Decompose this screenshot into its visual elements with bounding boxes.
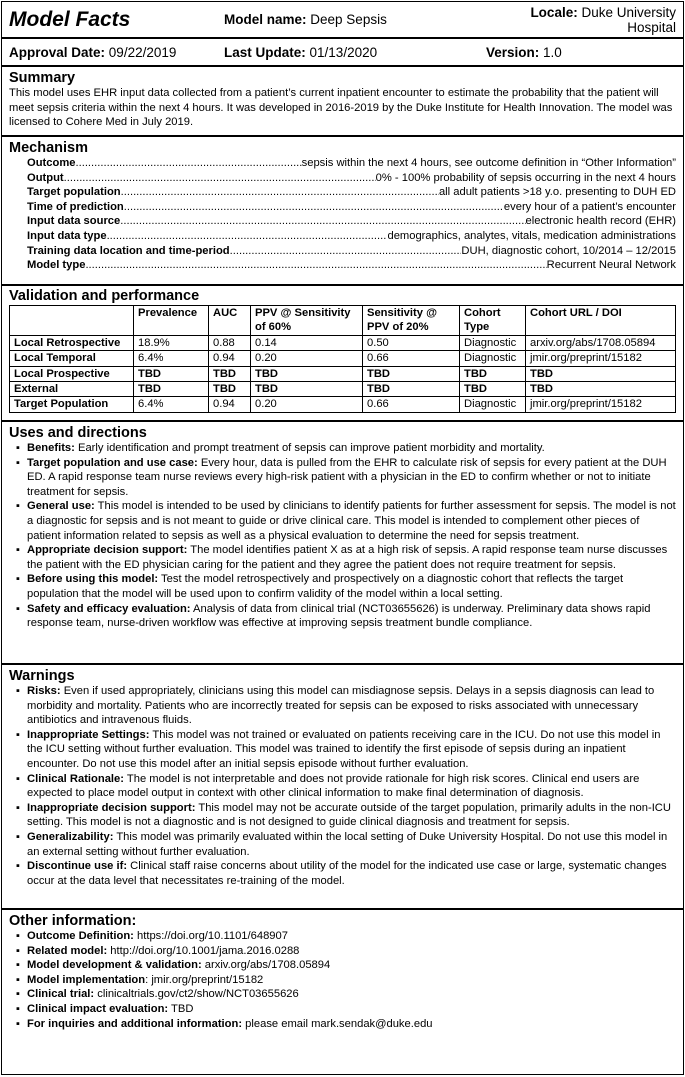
mechanism-value: all adult patients >18 y.o. presenting to DUH ED bbox=[438, 186, 676, 199]
mechanism-item bbox=[27, 156, 676, 171]
mechanism-value: sepsis within the next 4 hours, see outcome definition in “Other Information” bbox=[301, 157, 676, 169]
uses-heading: Uses and directions bbox=[9, 425, 147, 441]
mechanism-label: ▪ Input data source bbox=[27, 215, 121, 228]
table-cell: TBD bbox=[460, 382, 526, 397]
table-cell: 0.66 bbox=[363, 351, 460, 366]
item-text: This model was primarily evaluated within the local setting of Duke University Hospital. Do not use this model in an external setting without further evaluation. bbox=[27, 830, 668, 858]
last-update: Last Update: 01/13/2020 bbox=[224, 44, 378, 60]
item-text: http://doi.org/10.1001/jama.2016.0288 bbox=[107, 944, 300, 957]
mechanism-value: DUH, diagnostic cohort, 10/2014 – 12/2015 bbox=[461, 244, 676, 257]
list-item bbox=[27, 1017, 676, 1032]
row-label: Local Prospective bbox=[10, 366, 134, 381]
table-cell: 6.4% bbox=[134, 397, 209, 412]
table-cell: jmir.org/preprint/15182 bbox=[526, 397, 676, 412]
validation-table bbox=[9, 305, 676, 413]
header-row-1 bbox=[2, 2, 683, 39]
table-cell: TBD bbox=[251, 382, 363, 397]
uses-list bbox=[9, 441, 676, 631]
item-label: Related model: bbox=[27, 944, 108, 957]
item-text: This model was not trained or evaluated on patients receiving care in the ICU. Do not use this model in the ICU setting without further evaluation. This model was trained to identify the first episode of sepsis during an inpatient encounter. Do not use this model after an initial sepsis episode without further evaluation. bbox=[27, 728, 661, 770]
mechanism-label: ▪ Model type bbox=[27, 259, 86, 272]
list-item bbox=[27, 456, 676, 500]
item-label: Discontinue use if: bbox=[27, 860, 128, 873]
table-cell: Diagnostic bbox=[460, 335, 526, 350]
table-header-row bbox=[10, 306, 676, 336]
mechanism-label: ▪ Time of prediction bbox=[27, 200, 124, 213]
list-item bbox=[27, 973, 676, 988]
locale: Locale: Duke University Hospital bbox=[530, 4, 676, 35]
item-text: Early identification and prompt treatment of sepsis can improve patient morbidity and mortality. bbox=[74, 442, 545, 454]
table-cell: 0.20 bbox=[251, 351, 363, 366]
table-cell: jmir.org/preprint/15182 bbox=[526, 351, 676, 366]
mechanism-value: every hour of a patient’s encounter bbox=[503, 200, 676, 213]
item-text: The model is not interpretable and does not provide rationale for high risk scores. Clinical end users are expected to place model output in context with other clinical information to make final determination of diagnosis. bbox=[27, 772, 640, 800]
mechanism-item bbox=[27, 185, 676, 200]
warnings-heading: Warnings bbox=[9, 668, 75, 684]
table-cell: 0.88 bbox=[209, 335, 251, 350]
table-cell: 0.50 bbox=[363, 335, 460, 350]
item-label: Clinical Rationale: bbox=[27, 772, 124, 785]
list-item bbox=[27, 958, 676, 973]
list-item bbox=[27, 987, 676, 1002]
mechanism-item bbox=[27, 258, 676, 273]
item-label: Benefits: bbox=[27, 442, 75, 454]
column-header: Sensitivity @ PPV of 20% bbox=[363, 306, 460, 336]
mechanism-list bbox=[9, 156, 676, 273]
list-item bbox=[27, 572, 676, 601]
item-text: This model may not be accurate outside of the target population, primarily adults in the non-ICU setting. This model is not a diagnostic and is not designed to guide clinical diagnosis and treatment for sepsis. bbox=[27, 801, 671, 829]
table-cell: TBD bbox=[363, 366, 460, 381]
summary-text: This model uses EHR input data collected from a patient’s current inpatient encounter to estimate the probability that the patient will meet sepsis criteria within the next 4 hours. It was developed in 2016-2019 by the Duke Institute for Health Innovation. The model was licensed to Cohere Med in July 2019. bbox=[9, 87, 673, 129]
item-label: Model development & validation: bbox=[27, 959, 202, 972]
table-cell: 0.94 bbox=[209, 351, 251, 366]
model-facts-label bbox=[1, 1, 684, 1075]
list-item bbox=[27, 772, 676, 801]
list-item bbox=[27, 441, 676, 456]
validation-section bbox=[2, 286, 683, 422]
item-text: https://doi.org/10.1101/648907 bbox=[133, 930, 288, 942]
table-cell: Diagnostic bbox=[460, 351, 526, 366]
row-label: Local Retrospective bbox=[10, 335, 134, 350]
leader-dots bbox=[64, 171, 376, 186]
table-cell: TBD bbox=[134, 366, 209, 381]
item-text: arxiv.org/abs/1708.05894 bbox=[201, 959, 331, 972]
warnings-section bbox=[2, 665, 683, 910]
table-cell: TBD bbox=[209, 382, 251, 397]
item-label: Clinical trial: bbox=[27, 988, 95, 1001]
mechanism-value: demographics, analytes, vitals, medication administrations bbox=[387, 229, 676, 242]
item-label: Clinical impact evaluation: bbox=[27, 1002, 169, 1015]
table-cell: Diagnostic bbox=[460, 397, 526, 412]
mechanism-item bbox=[27, 171, 676, 186]
list-item bbox=[27, 801, 676, 830]
table-row bbox=[10, 382, 676, 397]
mechanism-section bbox=[2, 137, 683, 286]
header-row-2 bbox=[2, 39, 683, 67]
table-cell: 0.94 bbox=[209, 397, 251, 412]
row-label: Local Temporal bbox=[10, 351, 134, 366]
item-text: Every hour, data is pulled from the EHR to calculate risk of sepsis for every patient at the DUH ED. A rapid response team nurse reviews every high-risk patient with a physician in the ED to confirm whether or not to initiate treatment for sepsis. bbox=[27, 456, 667, 498]
leader-dots bbox=[107, 229, 388, 244]
item-label: Generalizability: bbox=[27, 830, 114, 843]
validation-heading: Validation and performance bbox=[9, 288, 200, 304]
leader-dots bbox=[121, 185, 439, 200]
column-header: PPV @ Sensitivity of 60% bbox=[251, 306, 363, 336]
column-header: Prevalence bbox=[134, 306, 209, 336]
mechanism-label: ▪ Target population bbox=[27, 186, 121, 199]
table-cell: TBD bbox=[526, 382, 676, 397]
version: Version: 1.0 bbox=[486, 44, 562, 60]
mechanism-label: ▪ Outcome bbox=[27, 157, 76, 169]
row-label: Target Population bbox=[10, 397, 134, 412]
table-cell: TBD bbox=[134, 382, 209, 397]
table-row bbox=[10, 366, 676, 381]
table-cell: TBD bbox=[209, 366, 251, 381]
column-header: Cohort URL / DOI bbox=[526, 306, 676, 336]
mechanism-label: ▪ Output bbox=[27, 171, 64, 184]
item-text: Even if used appropriately, clinicians using this model can misdiagnose sepsis. Delays in a sepsis diagnosis can lead to morbidity and mortality. Patients who are incorrectly treated for sepsis can be exposed to risks associated with unnecessary antibiotics and intravenous fluids. bbox=[27, 685, 655, 727]
list-item bbox=[27, 499, 676, 543]
table-cell: 0.14 bbox=[251, 335, 363, 350]
mechanism-item bbox=[27, 214, 676, 229]
item-text: please email mark.sendak@duke.edu bbox=[242, 1017, 433, 1030]
column-header bbox=[10, 306, 134, 336]
leader-dots bbox=[76, 156, 302, 171]
list-item bbox=[27, 602, 676, 631]
mechanism-item bbox=[27, 229, 676, 244]
mechanism-value: electronic health record (EHR) bbox=[525, 215, 676, 228]
table-cell: arxiv.org/abs/1708.05894 bbox=[526, 335, 676, 350]
page-title: Model Facts bbox=[9, 7, 131, 31]
other-info-section bbox=[2, 910, 683, 1048]
summary-heading: Summary bbox=[9, 70, 76, 86]
summary-section bbox=[2, 67, 683, 137]
list-item bbox=[27, 859, 676, 888]
mechanism-value: 0% - 100% probability of sepsis occurring in the next 4 hours bbox=[375, 171, 676, 184]
mechanism-label: ▪ Training data location and time-period bbox=[27, 244, 230, 257]
list-item bbox=[27, 684, 676, 728]
item-text: : jmir.org/preprint/15182 bbox=[145, 973, 264, 986]
table-cell: 18.9% bbox=[134, 335, 209, 350]
item-text: clinicaltrials.gov/ct2/show/NCT03655626 bbox=[94, 988, 299, 1001]
item-label: Model implementation bbox=[27, 973, 146, 986]
leader-dots bbox=[230, 244, 462, 259]
list-item bbox=[27, 543, 676, 572]
mechanism-heading: Mechanism bbox=[9, 140, 88, 156]
list-item bbox=[27, 1002, 676, 1017]
row-label: External bbox=[10, 382, 134, 397]
item-text: The model identifies patient X as at a high risk of sepsis. A rapid response team nurse discusses the patient with the ED physician caring for the patient and they agree the patient does not require treatment for sepsis. bbox=[27, 544, 668, 571]
item-label: Outcome Definition: bbox=[27, 930, 134, 942]
other-info-list bbox=[9, 929, 676, 1031]
item-text: TBD bbox=[168, 1002, 194, 1015]
table-row bbox=[10, 335, 676, 350]
column-header: Cohort Type bbox=[460, 306, 526, 336]
table-cell: TBD bbox=[363, 382, 460, 397]
item-label: Risks: bbox=[27, 685, 61, 697]
uses-section bbox=[2, 422, 683, 665]
item-label: Safety and efficacy evaluation: bbox=[27, 602, 191, 615]
item-label: Inappropriate decision support: bbox=[27, 801, 196, 814]
other-info-heading: Other information: bbox=[9, 913, 137, 929]
approval-date: Approval Date: 09/22/2019 bbox=[9, 44, 177, 60]
item-label: General use: bbox=[27, 500, 95, 513]
item-text: Test the model retrospectively and prospectively on a diagnostic cohort that reflects the target population that the model will be used upon to confirm validity of the model within a local setting. bbox=[27, 573, 624, 600]
mechanism-item bbox=[27, 200, 676, 215]
table-cell: 0.20 bbox=[251, 397, 363, 412]
table-cell: TBD bbox=[251, 366, 363, 381]
leader-dots bbox=[124, 200, 504, 215]
item-label: Target population and use case: bbox=[27, 456, 198, 469]
mechanism-item bbox=[27, 244, 676, 259]
item-label: Before using this model: bbox=[27, 573, 159, 586]
mechanism-value: Recurrent Neural Network bbox=[546, 259, 676, 272]
table-cell: 6.4% bbox=[134, 351, 209, 366]
list-item bbox=[27, 728, 676, 772]
warnings-list bbox=[9, 684, 676, 888]
model-name: Model name: Deep Sepsis bbox=[224, 12, 387, 27]
item-text: This model is intended to be used by clinicians to identify patients for further assessment for sepsis. The model is not a diagnostic for sepsis and is not meant to guide or drive clinical care. This model is intended to complement other pieces of patient information related to sepsis as well as a physical evaluation to determine the need for sepsis treatment. bbox=[27, 500, 676, 542]
column-header: AUC bbox=[209, 306, 251, 336]
item-text: Clinical staff raise concerns about utility of the model for the indicated use case or large, systematic changes occur at the data level that necessitates re-training of the model. bbox=[27, 860, 667, 887]
leader-dots bbox=[85, 258, 546, 273]
list-item bbox=[27, 830, 676, 859]
table-row bbox=[10, 397, 676, 412]
leader-dots bbox=[120, 214, 525, 229]
mechanism-label: ▪ Input data type bbox=[27, 229, 107, 242]
table-row bbox=[10, 351, 676, 366]
table-cell: 0.66 bbox=[363, 397, 460, 412]
list-item bbox=[27, 929, 676, 944]
item-label: For inquiries and additional information: bbox=[27, 1017, 243, 1030]
table-cell: TBD bbox=[460, 366, 526, 381]
item-label: Inappropriate Settings: bbox=[27, 728, 150, 741]
item-label: Appropriate decision support: bbox=[27, 544, 188, 557]
list-item bbox=[27, 944, 676, 959]
table-cell: TBD bbox=[526, 366, 676, 381]
item-text: Analysis of data from clinical trial (NCT03655626) is underway. Preliminary data shows rapid response team, nurse-driven workflow was effective at improving sepsis treatment bundle compliance. bbox=[27, 602, 651, 630]
